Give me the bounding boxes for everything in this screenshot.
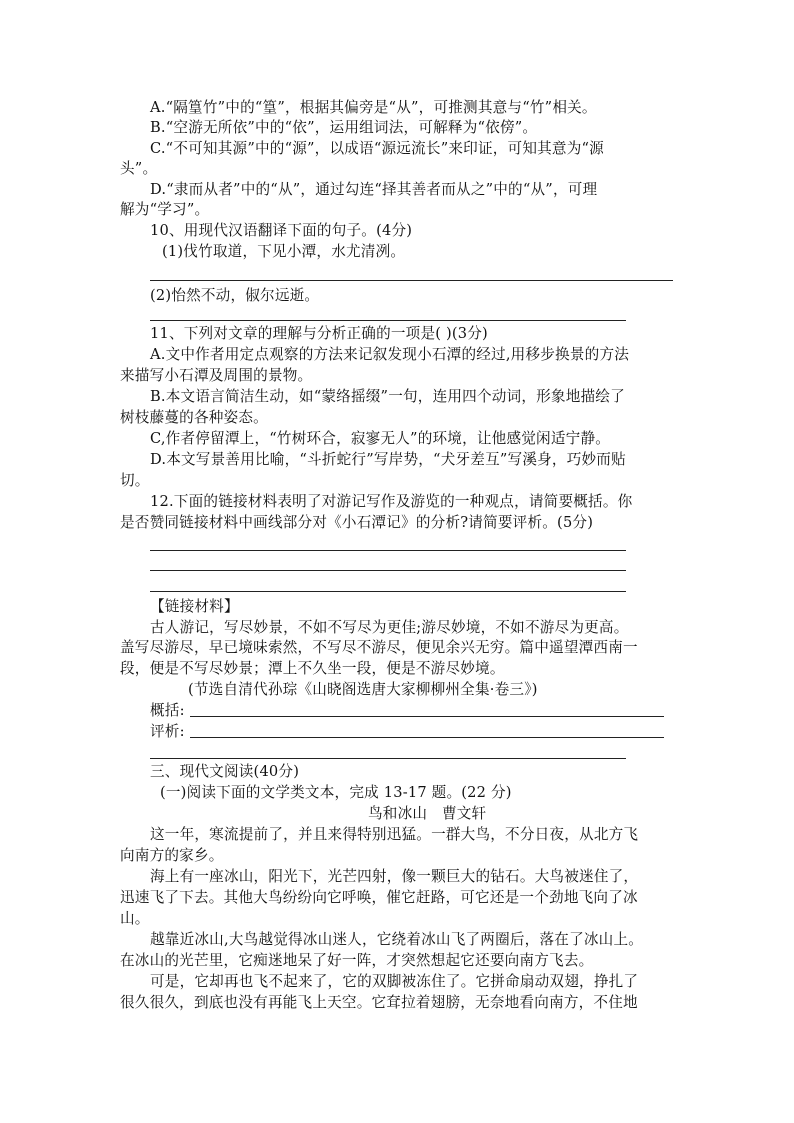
article-line-5: 山。: [120, 910, 150, 927]
article-line-2: 向南方的家乡。: [120, 847, 224, 864]
q11-option-a-cont: 来描写小石潭及周围的景物。: [120, 367, 313, 384]
q11-option-b-cont: 树枝藤蔓的各种姿态。: [120, 409, 268, 426]
q10-sentence-1: (1)伐竹取道，下见小潭，水尤清冽。: [162, 243, 406, 260]
q11-stem: 11、下列对文章的理解与分析正确的一项是( )(3分): [150, 325, 488, 342]
section-3-subheading: (一)阅读下面的文学类文本，完成 13-17 题。(22 分): [160, 784, 512, 801]
q11-option-d: D.本文写景善用比喻，“斗折蛇行”写岸势，“犬牙差互”写溪身，巧妙而贴: [150, 451, 626, 468]
summary-label: 概括:: [150, 702, 185, 719]
link-heading: 【链接材料】: [150, 598, 239, 615]
comment-label: 评析:: [150, 723, 185, 740]
q10-answer-line-1[interactable]: [150, 280, 673, 281]
q11-option-c: C,作者停留潭上，“竹树环合，寂寥无人”的环境，让他感觉闲适宁静。: [150, 430, 611, 447]
comment-answer-line-2[interactable]: [150, 758, 626, 759]
article-line-7: 在冰山的光芒里，它痴迷地呆了好一阵，才突然想起它还要向南方飞去。: [120, 952, 594, 969]
q11-option-d-cont: 切。: [120, 472, 150, 489]
link-paragraph-1: 古人游记，写尽妙景，不如不写尽为更佳;游尽妙境，不如不游尽为更高。: [150, 619, 629, 636]
q10-answer-line-2[interactable]: [150, 320, 626, 321]
q9-option-c-cont: 头”。: [120, 160, 158, 177]
link-source: (节选自清代孙琮《山晓阁选唐大家柳柳州全集·卷三》): [188, 681, 538, 698]
article-line-1: 这一年，寒流提前了，并且来得特别迅猛。一群大鸟，不分日夜，从北方飞: [150, 826, 639, 843]
article-line-8: 可是，它却再也飞不起来了，它的双脚被冻住了。它拼命扇动双翅，挣扎了: [150, 973, 639, 990]
link-paragraph-2: 盖写尽游尽，早已境味索然，不写尽不游尽，便见余兴无穷。篇中遥望潭西南一: [120, 639, 638, 656]
q9-option-a: A.“隔篁竹”中的“篁”，根据其偏旁是“从”，可推测其意与“竹”相关。: [150, 99, 597, 116]
q9-option-d: D.“隶而从者”中的“从”，通过勾连“择其善者而从之”中的“从”，可理: [150, 181, 598, 198]
article-line-6: 越靠近冰山,大鸟越觉得冰山迷人，它绕着冰山飞了两圈后，落在了冰山上。: [150, 931, 644, 948]
q12-answer-line-2[interactable]: [150, 570, 626, 571]
q11-option-a: A.文中作者用定点观察的方法来记叙发现小石潭的经过,用移步换景的方法: [150, 346, 630, 363]
link-paragraph-3: 段，便是不写尽妙景；潭上不久坐一段，便是不游尽妙境。: [120, 660, 505, 677]
q9-option-c: C.“不可知其源”中的“源”，以成语“源远流长”来印证，可知其意为“源: [150, 140, 604, 157]
q11-option-b: B.本文语言简洁生动，如“蒙络摇缀”一句，连用四个动词，形象地描绘了: [150, 388, 625, 405]
q9-option-b: B.“空游无所依”中的“依”，运用组词法，可解释为“依傍”。: [150, 119, 538, 136]
q10-stem: 10、用现代汉语翻译下面的句子。(4分): [150, 222, 413, 239]
article-line-9: 很久很久，到底也没有再能飞上天空。它耷拉着翅膀，无奈地看向南方，不住地: [120, 994, 638, 1011]
comment-answer-line[interactable]: [190, 737, 664, 738]
q12-stem: 12.下面的链接材料表明了对游记写作及游览的一种观点，请简要概括。你: [150, 493, 633, 510]
article-line-3: 海上有一座冰山，阳光下，光芒四射，像一颗巨大的钻石。大鸟被迷住了，: [150, 868, 639, 885]
q12-answer-line-3[interactable]: [150, 591, 626, 592]
section-3-heading: 三、现代文阅读(40分): [150, 763, 300, 780]
q12-stem-cont: 是否赞同链接材料中画线部分对《小石潭记》的分析?请简要评析。(5分): [120, 514, 594, 531]
article-title: 鸟和冰山 曹文轩: [368, 805, 487, 822]
q12-answer-line-1[interactable]: [150, 550, 626, 551]
q9-option-d-cont: 解为“学习”。: [120, 201, 210, 218]
summary-answer-line[interactable]: [190, 716, 664, 717]
q10-sentence-2: (2)怡然不动，俶尔远逝。: [150, 287, 320, 304]
article-line-4: 迅速飞了下去。其他大鸟纷纷向它呼唤，催它赶路，可它还是一个劲地飞向了冰: [120, 889, 638, 906]
